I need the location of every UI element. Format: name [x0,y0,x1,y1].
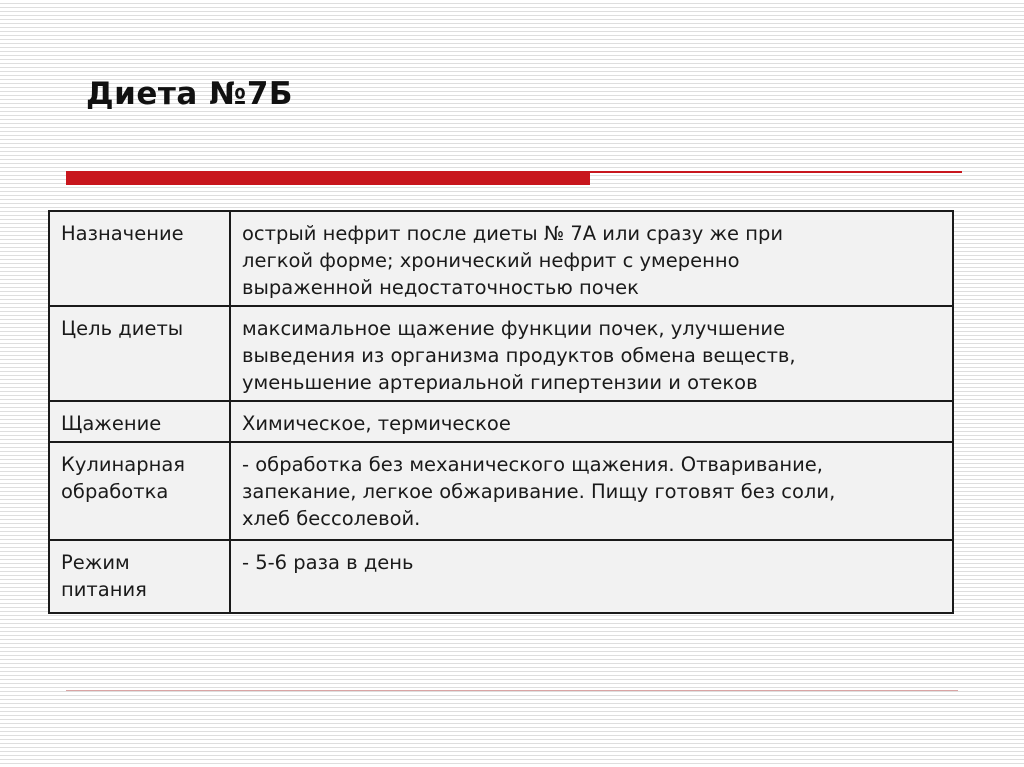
table-row [49,401,953,442]
row-label: Режим питания [49,540,230,613]
accent-bar [66,173,590,185]
slide-title: Диета №7Б [86,76,294,112]
row-value: максимальное щажение функции почек, улучшение выведения из организма продуктов обмена веществ, уменьшение артериальной гипертензии и отеков [230,306,953,401]
table-row [49,540,953,613]
row-value: - обработка без механического щажения. Отваривание, запекание, легкое обжаривание. Пищу готовят без соли, хлеб бессолевой. [230,442,953,540]
row-label: Назначение [49,211,230,306]
table-row [49,442,953,540]
row-label: Кулинарная обработка [49,442,230,540]
row-value: - 5-6 раза в день [230,540,953,613]
table-row [49,306,953,401]
row-value: Химическое, термическое [230,401,953,442]
row-label: Цель диеты [49,306,230,401]
footer-divider [66,690,958,691]
row-label: Щажение [49,401,230,442]
table-row [49,211,953,306]
diet-table [48,210,954,614]
row-value: острый нефрит после диеты № 7А или сразу же при легкой форме; хронический нефрит с умеренно выраженной недостаточностью почек [230,211,953,306]
